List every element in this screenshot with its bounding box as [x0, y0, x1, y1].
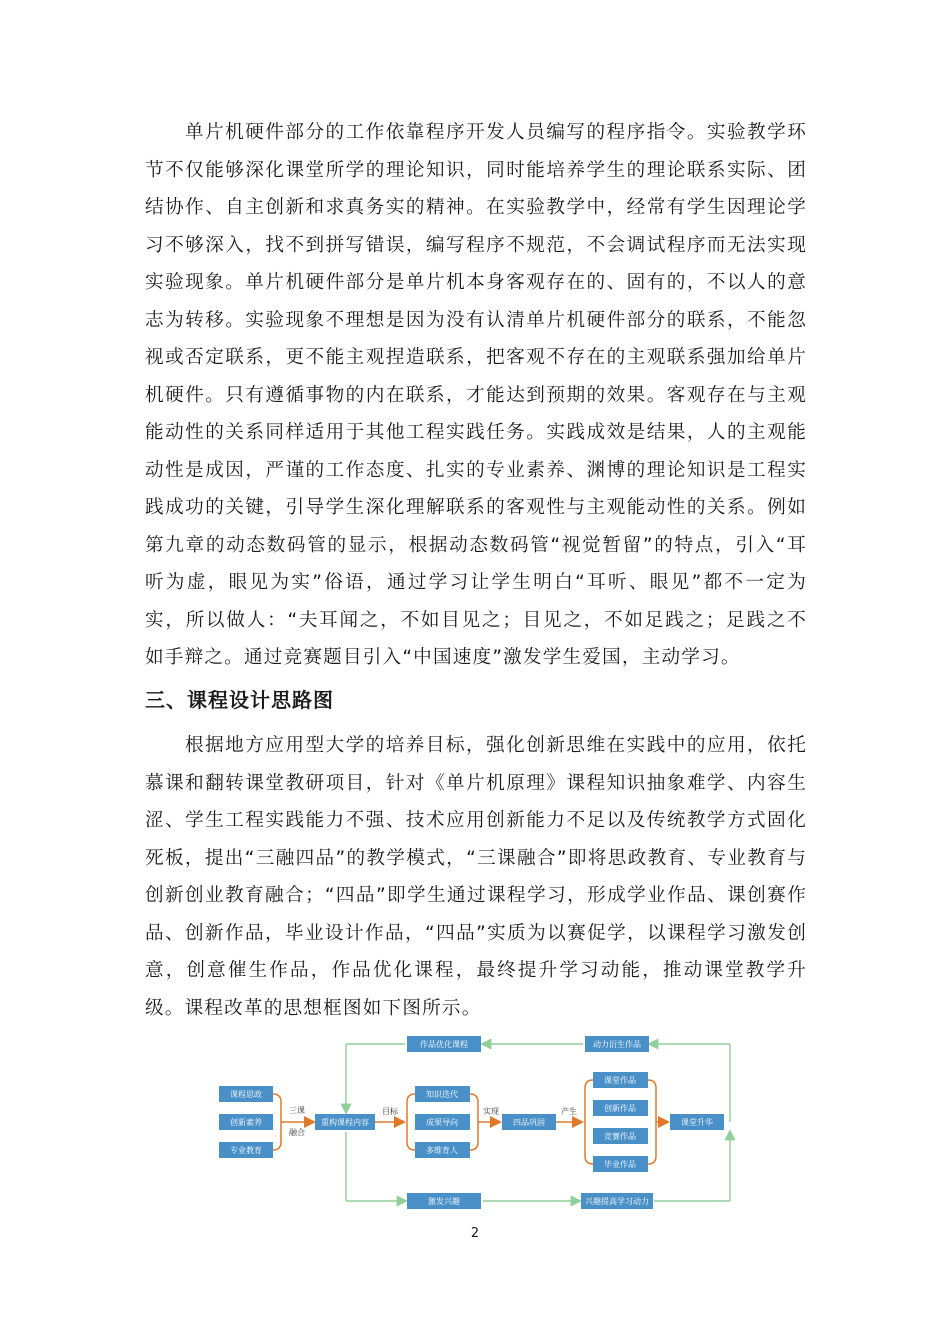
- box-right-2: [593, 1100, 648, 1116]
- section-heading: 三、课程设计思路图: [145, 688, 334, 712]
- svg-text:兴趣提高学习动力: 兴趣提高学习动力: [585, 1197, 649, 1206]
- page-number: 2: [470, 1226, 480, 1241]
- svg-text:竞赛作品: 竞赛作品: [604, 1132, 636, 1141]
- box-top-left: [407, 1036, 481, 1052]
- svg-text:课堂升华: 课堂升华: [681, 1118, 713, 1127]
- box-consolidate: [502, 1114, 556, 1130]
- box-left-1: [219, 1086, 273, 1102]
- label-produce: 产生: [561, 1107, 577, 1116]
- svg-text:知识迭代: 知识迭代: [426, 1090, 458, 1099]
- box-left-3: [219, 1142, 273, 1158]
- box-upgrade: [670, 1114, 724, 1130]
- box-mid-1: [415, 1086, 470, 1102]
- box-left-2: [219, 1114, 273, 1130]
- box-center: [315, 1114, 375, 1130]
- label-realize: 实现: [483, 1107, 499, 1116]
- box-right-1: [593, 1072, 648, 1088]
- svg-text:激发兴趣: 激发兴趣: [428, 1197, 460, 1206]
- svg-text:作品优化课程: 作品优化课程: [420, 1040, 468, 1049]
- svg-text:多维育人: 多维育人: [426, 1146, 458, 1155]
- svg-text:成果导向: 成果导向: [426, 1118, 458, 1127]
- box-top-right: [585, 1036, 649, 1052]
- label-rong-he: 融合: [289, 1128, 305, 1137]
- box-bottom-left: [407, 1193, 481, 1209]
- box-right-3: [593, 1128, 648, 1144]
- box-right-4: [593, 1156, 648, 1172]
- box-mid-3: [415, 1142, 470, 1158]
- svg-text:四品巩固: 四品巩固: [513, 1118, 545, 1127]
- svg-text:课堂作品: 课堂作品: [604, 1076, 636, 1085]
- label-san-ke: 三课: [289, 1106, 305, 1115]
- svg-text:课程思政: 课程思政: [230, 1090, 262, 1099]
- svg-text:动力衍生作品: 动力衍生作品: [593, 1040, 641, 1049]
- box-mid-2: [415, 1114, 470, 1130]
- body-paragraph-1: 单片机硬件部分的工作依靠程序开发人员编写的程序指令。实验教学环节不仅能够深化课堂所学的理论知识，同时能培养学生的理论联系实际、团结协作、自主创新和求真务实的精神。在实验教学中，经常有学生因理论学习不够深入，找不到拼写错误，编写程序不规范，不会调试程序而无法实现实验现象。单片机硬件部分是单片机本身客观存在的、固有的，不以人的意志为转移。实验现象不理想是因为没有认清单片机硬件部分的联系，不能忽视或否定联系，更不能主观捏造联系，把客观不存在的主观联系强加给单片机硬件。只有遵循事物的内在联系，才能达到预期的效果。客观存在与主观能动性的关系同样适用于其他工程实践任务。实践成效是结果，人的主观能动性是成因，严谨的工作态度、扎实的专业素养、渊博的理论知识是工程实践成功的关键，引导学生深化理解联系的客观性与主观能动性的关系。例如第九章的动态数码管的显示，根据动态数码管“视觉暂留”的特点，引入“耳听为虚，眼见为实”俗语，通过学习让学生明白“耳听、眼见”都不一定为实，所以做人：“夫耳闻之，不如目见之；目见之，不如足践之；足践之不如手辩之。通过竞赛题目引入“中国速度”激发学生爱国，主动学习。: [145, 122, 807, 668]
- svg-text:毕业作品: 毕业作品: [604, 1160, 636, 1169]
- course-design-diagram: [215, 1028, 735, 1218]
- label-target: 目标: [382, 1107, 398, 1116]
- svg-text:专业教育: 专业教育: [230, 1146, 262, 1155]
- body-paragraph-2: 根据地方应用型大学的培养目标，强化创新思维在实践中的应用，依托慕课和翻转课堂教研项目，针对《单片机原理》课程知识抽象难学、内容生涩、学生工程实践能力不强、技术应用创新能力不足以及传统教学方式固化死板，提出“三融四品”的教学模式，“三课融合”即将思政教育、专业教育与创新创业教育融合；“四品”即学生通过课程学习，形成学业作品、课创赛作品、创新作品，毕业设计作品，“四品”实质为以赛促学，以课程学习激发创意，创意催生作品，作品优化课程，最终提升学习动能，推动课堂教学升级。课程改革的思想框图如下图所示。: [145, 735, 807, 1019]
- svg-text:创新素养: 创新素养: [230, 1118, 262, 1127]
- svg-text:创新作品: 创新作品: [604, 1104, 636, 1113]
- box-bottom-right: [581, 1193, 653, 1209]
- svg-text:重构课程内容: 重构课程内容: [321, 1118, 369, 1127]
